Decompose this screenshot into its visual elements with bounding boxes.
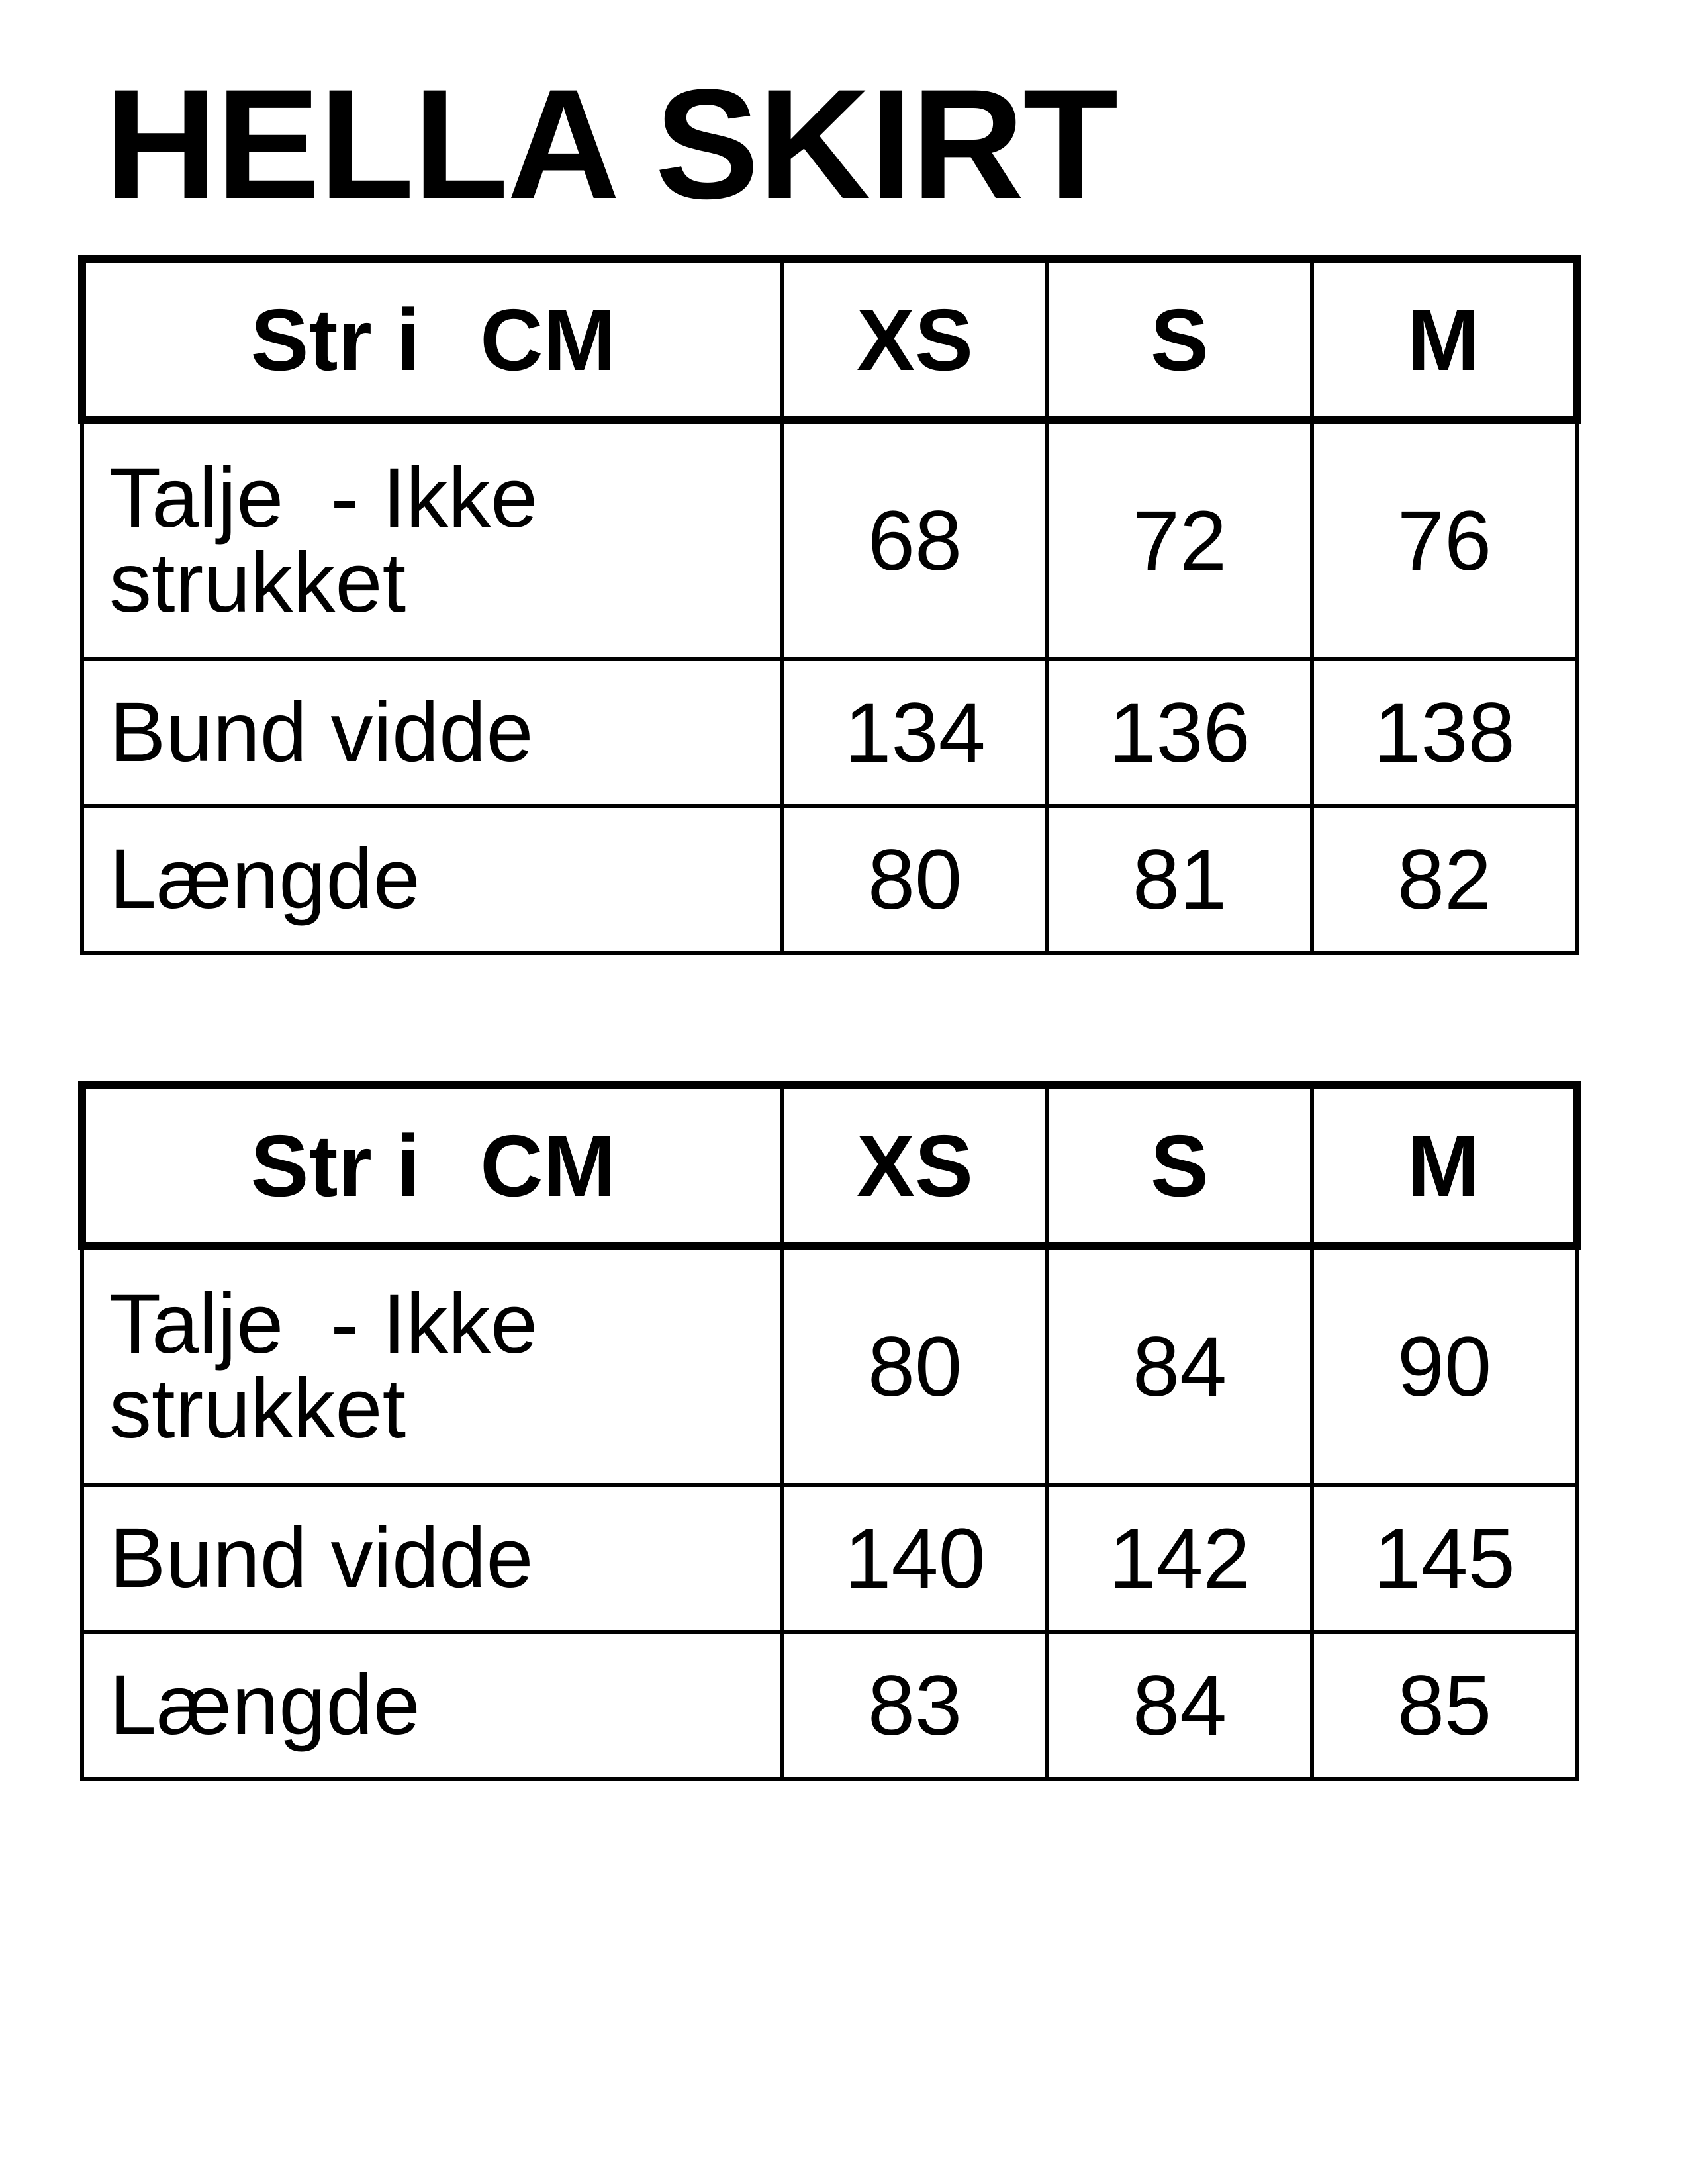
table-header-row xyxy=(82,1085,1577,1246)
cell-hem-width-xs: 140 xyxy=(782,1485,1047,1632)
cell-hem-width-m: 138 xyxy=(1312,659,1577,806)
cell-waist-xs: 80 xyxy=(782,1246,1047,1485)
table-row-waist xyxy=(82,1246,1577,1485)
row-label-waist-line2: strukket xyxy=(109,1361,406,1456)
header-size-s: S xyxy=(1047,1085,1312,1246)
size-table-1 xyxy=(78,255,1581,955)
table-row-length xyxy=(82,806,1577,953)
cell-length-s: 81 xyxy=(1047,806,1312,953)
cell-waist-xs: 68 xyxy=(782,420,1047,659)
header-size-m: M xyxy=(1312,259,1577,420)
cell-waist-s: 84 xyxy=(1047,1246,1312,1485)
cell-waist-m: 76 xyxy=(1312,420,1577,659)
cell-length-m: 85 xyxy=(1312,1632,1577,1779)
page-title: HELLA SKIRT xyxy=(105,57,1117,232)
table-header-row xyxy=(82,259,1577,420)
cell-hem-width-s: 136 xyxy=(1047,659,1312,806)
row-label-length: Længde xyxy=(82,1632,782,1779)
cell-hem-width-xs: 134 xyxy=(782,659,1047,806)
cell-length-xs: 83 xyxy=(782,1632,1047,1779)
header-label-prefix: Str i xyxy=(250,1116,421,1214)
cell-hem-width-s: 142 xyxy=(1047,1485,1312,1632)
table-row-length xyxy=(82,1632,1577,1779)
cell-waist-m: 90 xyxy=(1312,1246,1577,1485)
row-label-hem-width: Bund vidde xyxy=(82,659,782,806)
header-size-m: M xyxy=(1312,1085,1577,1246)
header-size-s: S xyxy=(1047,259,1312,420)
row-label-waist-line2: strukket xyxy=(109,535,406,630)
header-size-unit xyxy=(82,1085,782,1246)
cell-length-s: 84 xyxy=(1047,1632,1312,1779)
row-label-waist-line1: Talje - Ikke xyxy=(109,451,538,545)
row-label-waist-line1: Talje - Ikke xyxy=(109,1277,538,1371)
cell-length-m: 82 xyxy=(1312,806,1577,953)
header-size-xs: XS xyxy=(782,259,1047,420)
row-label-hem-width: Bund vidde xyxy=(82,1485,782,1632)
header-label-unit: CM xyxy=(480,291,616,388)
header-label-prefix: Str i xyxy=(250,291,421,388)
table-row-waist xyxy=(82,420,1577,659)
size-table-2 xyxy=(78,1081,1581,1781)
row-label-length: Længde xyxy=(82,806,782,953)
table-row-hem-width xyxy=(82,659,1577,806)
row-label-waist xyxy=(82,420,782,659)
cell-length-xs: 80 xyxy=(782,806,1047,953)
table-row-hem-width xyxy=(82,1485,1577,1632)
cell-waist-s: 72 xyxy=(1047,420,1312,659)
cell-hem-width-m: 145 xyxy=(1312,1485,1577,1632)
row-label-waist xyxy=(82,1246,782,1485)
header-size-xs: XS xyxy=(782,1085,1047,1246)
header-label-unit: CM xyxy=(480,1116,616,1214)
header-size-unit xyxy=(82,259,782,420)
